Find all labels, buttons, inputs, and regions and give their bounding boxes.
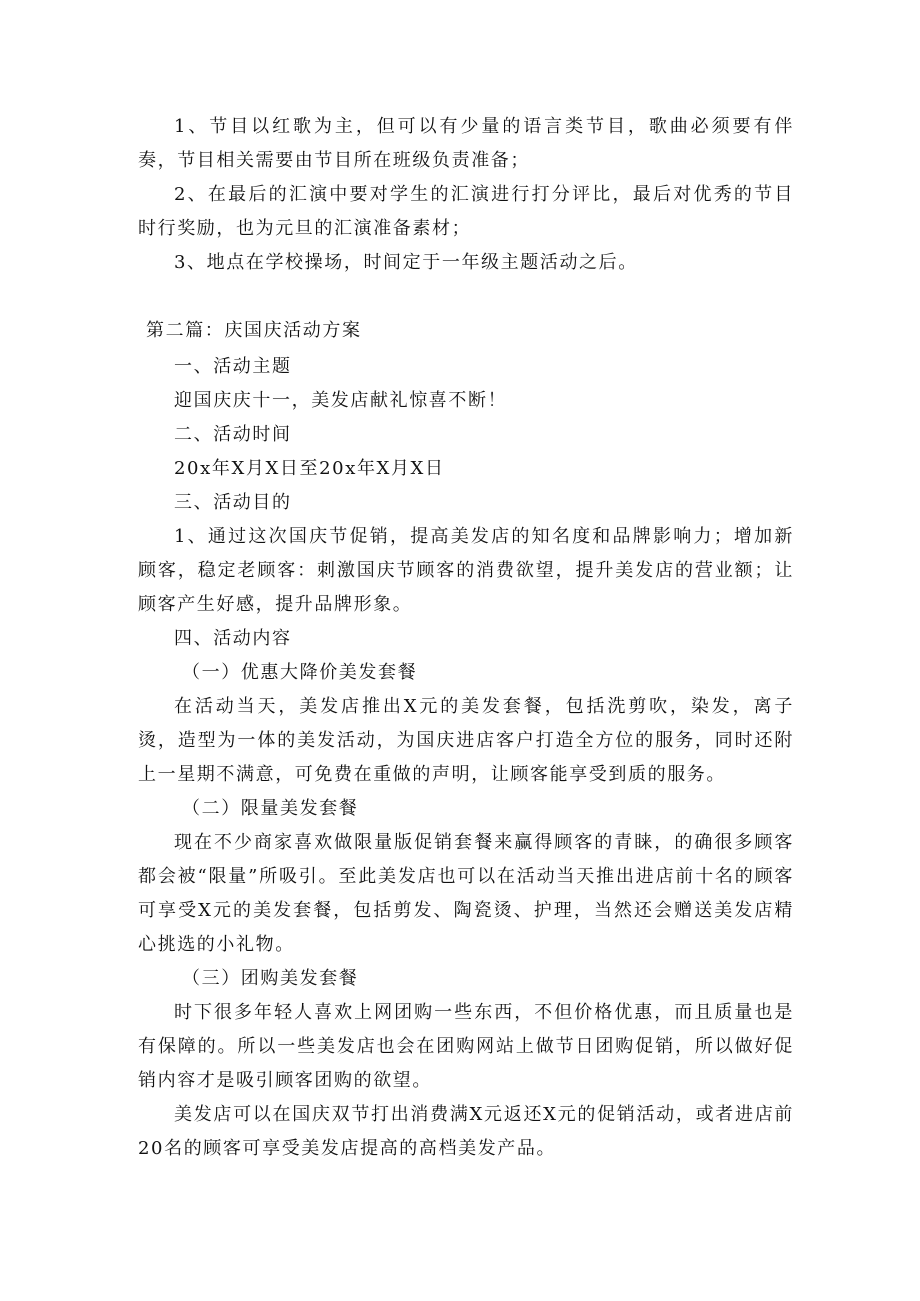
subsection3-heading: （三）团购美发套餐 (182, 968, 359, 989)
section3-text: 1、通过这次国庆节促销，提高美发店的知名度和品牌影响力；增加新顾客，稳定老顾客：刺激国庆节顾客的消费欲望，提升美发店的营业额；让顾客产生好感，提升品牌形象。 (138, 526, 794, 615)
section1-text: 迎国庆庆十一，美发店献礼惊喜不断！ (174, 390, 508, 411)
section-title: 第二篇：庆国庆活动方案 (146, 320, 362, 341)
program-rule-2: 2、在最后的汇演中要对学生的汇演进行打分评比，最后对优秀的节目时行奖励，也为元旦的汇演准备素材； (138, 184, 794, 239)
section2-text: 20x年X月X日至20x年X月X日 (174, 458, 445, 479)
subsection1-text: 在活动当天，美发店推出X元的美发套餐，包括洗剪吹，染发，离子烫，造型为一体的美发活动，为国庆进店客户打造全方位的服务，同时还附上一星期不满意，可免费在重做的声明，让顾客能享受到质的服务。 (138, 696, 794, 785)
section1-heading: 一、活动主题 (174, 356, 292, 377)
section4-heading: 四、活动内容 (174, 628, 292, 649)
program-rule-1: 1、节目以红歌为主，但可以有少量的语言类节目，歌曲必须要有伴奏，节目相关需要由节目所在班级负责准备； (138, 116, 794, 171)
subsection2-heading: （二）限量美发套餐 (182, 798, 359, 819)
subsection2-text: 现在不少商家喜欢做限量版促销套餐来赢得顾客的青睐，的确很多顾客都会被“限量”所吸引。至此美发店也可以在活动当天推出进店前十名的顾客可享受X元的美发套餐，包括剪发、陶瓷烫、护理，当然还会赠送美发店精心挑选的小礼物。 (138, 832, 794, 955)
section2-heading: 二、活动时间 (174, 424, 292, 445)
section3-heading: 三、活动目的 (174, 492, 292, 513)
program-rule-3: 3、地点在学校操场，时间定于一年级主题活动之后。 (174, 252, 638, 273)
subsection1-heading: （一）优惠大降价美发套餐 (182, 662, 418, 683)
subsection3-text: 时下很多年轻人喜欢上网团购一些东西，不但价格优惠，而且质量也是有保障的。所以一些美发店也会在团购网站上做节日团购促销，所以做好促销内容才是吸引顾客团购的欲望。 (138, 1002, 794, 1091)
closing-text: 美发店可以在国庆双节打出消费满X元返还X元的促销活动，或者进店前20名的顾客可享受美发店提高的高档美发产品。 (138, 1104, 794, 1159)
